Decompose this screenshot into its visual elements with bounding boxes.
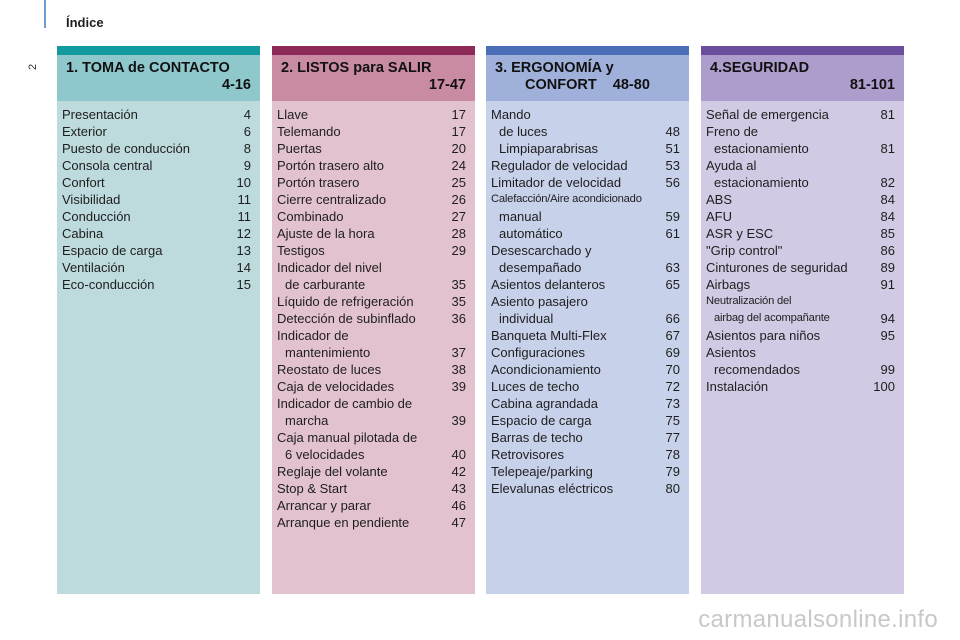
section-heading-pages: 17-47 [428,77,466,93]
toc-entry-line: airbag del acompañante [714,312,830,324]
toc-entry-line: Asientos [706,345,756,360]
toc-entry[interactable] [277,106,466,123]
toc-entry-line: Calefacción/Aire acondicionado [491,193,642,205]
toc-entry-page: 79 [665,464,680,479]
toc-entry-page: 4 [243,107,251,122]
toc-entry-line: Arranque en pendiente [277,515,410,530]
toc-entry[interactable] [491,378,680,395]
toc-entry-line: de carburante [285,277,366,292]
toc-entry[interactable] [491,276,680,293]
toc-entry-label [277,480,347,497]
toc-entry-page: 48 [665,124,680,139]
toc-entry[interactable] [491,242,680,276]
toc-entry[interactable] [706,242,895,259]
toc-entry-label [706,106,829,123]
toc-entry-line: Asientos delanteros [491,277,606,292]
toc-entry-line: Caja manual pilotada de [277,430,418,445]
toc-entry-line: Instalación [706,379,769,394]
toc-entry-line: Indicador de cambio de [277,396,413,411]
toc-entry-line: mantenimiento [285,345,371,360]
toc-entry[interactable] [277,208,466,225]
toc-entry-page: 38 [451,362,466,377]
toc-entry[interactable] [706,378,895,395]
toc-entry[interactable] [706,123,895,157]
toc-entry-line: Espacio de carga [62,243,163,258]
toc-entry-label [62,259,125,276]
toc-entry-page: 43 [451,481,466,496]
toc-entry-line: Asiento pasajero [491,294,588,309]
toc-entry-line: Banqueta Multi-Flex [491,328,607,343]
section-heading[interactable] [486,55,689,101]
toc-entry[interactable] [706,225,895,242]
toc-entry-line: Indicador de [277,328,349,343]
toc-entry[interactable] [277,514,466,531]
toc-entry-page: 10 [236,175,251,190]
toc-entry-page: 82 [880,175,895,190]
toc-entry-line: Portón trasero [277,175,360,190]
toc-entry[interactable] [277,157,466,174]
section-entries [57,101,260,293]
toc-entry-page: 80 [665,481,680,496]
toc-entry-line: Cierre centralizado [277,192,387,207]
toc-entry[interactable] [277,225,466,242]
toc-entry-page: 29 [451,243,466,258]
toc-entry-line: Conducción [62,209,131,224]
toc-entry-label [277,174,359,191]
section-entries [272,101,475,531]
toc-entry-line: Freno de [706,124,759,139]
toc-entry-label [706,293,830,327]
section-heading-title: 2. LISTOS para SALIR [281,60,432,76]
toc-entry-line: Señal de emergencia [706,107,829,122]
toc-entry-label [277,361,381,378]
toc-entry-label [277,395,412,429]
section-column-1 [57,46,260,594]
toc-entry-label [277,191,386,208]
toc-entry-line: estacionamiento [714,175,809,190]
toc-entry-label [491,395,598,412]
toc-entry-page: 37 [451,345,466,360]
toc-entry-line: Telepeaje/parking [491,464,593,479]
toc-entry-label [706,123,809,157]
toc-entry-label [491,208,542,225]
toc-entry[interactable] [491,293,680,327]
toc-entry-label [491,276,605,293]
toc-entry-line: Mando [491,107,531,122]
toc-entry-label [277,157,384,174]
toc-entry-line: Retrovisores [491,447,564,462]
toc-entry-label [706,327,820,344]
toc-entry-page: 77 [665,430,680,445]
toc-entry-label [277,123,341,140]
toc-entry-label [491,361,601,378]
toc-entry[interactable] [491,174,680,191]
toc-entry[interactable] [491,463,680,480]
toc-entry[interactable] [277,378,466,395]
toc-entry-label [491,293,588,327]
toc-entry[interactable] [62,242,251,259]
toc-entry-line: Caja de velocidades [277,379,395,394]
toc-entry-line: Ajuste de la hora [277,226,375,241]
toc-entry-page: 20 [451,141,466,156]
toc-entry-line: Telemando [277,124,341,139]
toc-entry[interactable] [277,293,466,310]
toc-entry-line: Acondicionamiento [491,362,601,377]
toc-entry-page: 39 [451,413,466,428]
toc-entry-line: Limpiaparabrisas [499,141,598,156]
toc-entry-label [706,378,768,395]
toc-entry[interactable] [706,327,895,344]
toc-entry[interactable] [277,480,466,497]
toc-entry-page: 42 [451,464,466,479]
section-heading-title: 4.SEGURIDAD [710,60,810,76]
toc-entry-label [62,242,162,259]
toc-entry-label [491,225,563,242]
section-heading[interactable] [701,55,904,101]
toc-entry[interactable] [277,310,466,327]
toc-entry-line: Ventilación [62,260,125,275]
toc-entry-line: Indicador del nivel [277,260,382,275]
toc-entry-line: desempañado [499,260,582,275]
section-topbar [57,46,260,55]
toc-entry-label [491,242,591,276]
toc-entry-page: 11 [237,209,251,224]
toc-entry-line: Consola central [62,158,153,173]
section-column-3 [486,46,689,594]
toc-entry-line: Cabina agrandada [491,396,598,411]
toc-entry-page: 13 [236,243,251,258]
toc-entry-page: 72 [665,379,680,394]
toc-entry-page: 9 [243,158,251,173]
left-margin-rule [44,0,46,28]
toc-entry-line: 6 velocidades [285,447,365,462]
toc-entry-label [62,276,155,293]
toc-entry[interactable] [706,259,895,276]
toc-entry-label [491,191,642,208]
section-topbar [486,46,689,55]
toc-entry-label [706,276,750,293]
toc-entry-page: 53 [665,158,680,173]
toc-entry-page: 6 [243,124,251,139]
toc-entry-page: 35 [451,277,466,292]
toc-entry-line: Puesto de conducción [62,141,190,156]
toc-entry[interactable] [491,429,680,446]
toc-entry[interactable] [277,497,466,514]
toc-entry-label [706,225,773,242]
toc-entry-line: AFU [706,209,732,224]
toc-entry-label [491,378,579,395]
toc-entry-page: 28 [451,226,466,241]
toc-entry-page: 69 [665,345,680,360]
toc-entry-line: ASR y ESC [706,226,774,241]
toc-entry-page: 91 [880,277,895,292]
toc-entry[interactable] [62,225,251,242]
toc-entry-page: 100 [873,379,895,394]
section-entries [701,101,904,395]
toc-entry-label [62,225,103,242]
toc-entry[interactable] [62,123,251,140]
section-heading-pages: 81-101 [849,77,895,93]
toc-entry[interactable] [491,395,680,412]
toc-entry-line: Confort [62,175,105,190]
toc-entry-label [277,497,371,514]
toc-entry-page: 8 [243,141,251,156]
toc-entry-line: Luces de techo [491,379,580,394]
toc-entry-page: 85 [880,226,895,241]
toc-entry-page: 84 [880,209,895,224]
section-entries [486,101,689,497]
toc-entry[interactable] [62,106,251,123]
toc-entry-line: automático [499,226,563,241]
toc-entry-page: 66 [665,311,680,326]
toc-entry-label [491,157,628,174]
toc-entry-label [491,480,613,497]
toc-entry-line: Configuraciones [491,345,585,360]
toc-entry-line: Cinturones de seguridad [706,260,848,275]
toc-entry[interactable] [277,327,466,361]
toc-entry-label [277,514,409,531]
toc-entry-label [491,327,607,344]
toc-entry-page: 67 [665,328,680,343]
toc-entry-label [491,174,621,191]
watermark-text: carmanualsonline.info [698,606,938,633]
toc-entry-label [277,463,388,480]
toc-entry-line: Neutralización del [706,295,792,307]
toc-entry[interactable] [491,446,680,463]
toc-entry-label [706,259,848,276]
toc-entry[interactable] [491,106,680,140]
toc-entry[interactable] [62,191,251,208]
toc-entry-line: individual [499,311,554,326]
toc-entry[interactable] [277,140,466,157]
toc-entry-line: Portón trasero alto [277,158,384,173]
toc-entry-line: Limitador de velocidad [491,175,622,190]
toc-entry-page: 59 [665,209,680,224]
section-heading[interactable] [272,55,475,101]
toc-entry-page: 25 [451,175,466,190]
toc-entry-label [62,174,105,191]
toc-entry-line: Asientos para niños [706,328,821,343]
toc-entry-page: 89 [880,260,895,275]
toc-entry[interactable] [491,225,680,242]
toc-entry-page: 27 [451,209,466,224]
toc-entry-label [706,157,809,191]
toc-entry[interactable] [491,412,680,429]
toc-entry[interactable] [491,480,680,497]
toc-entry-line: Visibilidad [62,192,121,207]
toc-entry[interactable] [277,429,466,463]
toc-entry-label [491,140,598,157]
toc-entry-label [491,429,583,446]
toc-entry-page: 70 [665,362,680,377]
toc-entry-label [277,106,308,123]
toc-entry[interactable] [62,157,251,174]
toc-entry-label [62,208,131,225]
toc-entry-label [706,344,800,378]
toc-entry-page: 75 [665,413,680,428]
toc-entry-page: 46 [451,498,466,513]
toc-entry[interactable] [706,344,895,378]
toc-entry-line: Cabina [62,226,104,241]
section-topbar [701,46,904,55]
toc-entry-page: 86 [880,243,895,258]
toc-entry[interactable] [706,106,895,123]
toc-entry-label [277,378,394,395]
toc-entry-page: 65 [665,277,680,292]
toc-entry-label [277,242,325,259]
toc-entry-label [277,293,414,310]
toc-entry[interactable] [706,208,895,225]
toc-entry[interactable] [62,208,251,225]
toc-entry-page: 12 [236,226,251,241]
toc-entry-line: Ayuda al [706,158,757,173]
toc-entry-page: 15 [236,277,251,292]
toc-entry[interactable] [277,395,466,429]
toc-entry-line: Airbags [706,277,751,292]
toc-entry-page: 56 [665,175,680,190]
toc-entry[interactable] [62,276,251,293]
toc-entry-label [491,446,564,463]
toc-entry-label [706,242,782,259]
toc-entry[interactable] [491,327,680,344]
toc-entry-label [277,140,322,157]
toc-entry-line: estacionamiento [714,141,809,156]
toc-entry[interactable] [62,174,251,191]
toc-entry[interactable] [62,140,251,157]
toc-entry-line: Elevalunas eléctricos [491,481,614,496]
toc-entry-page: 81 [880,107,895,122]
toc-entry-label [277,225,375,242]
section-topbar [272,46,475,55]
toc-entry-line: Reglaje del volante [277,464,388,479]
toc-entry[interactable] [706,276,895,293]
toc-entry-line: Presentación [62,107,138,122]
toc-entry[interactable] [62,259,251,276]
toc-entry-page: 39 [451,379,466,394]
toc-entry-page: 24 [451,158,466,173]
toc-entry-line: de luces [499,124,548,139]
toc-entry-page: 35 [451,294,466,309]
toc-entry[interactable] [706,191,895,208]
toc-entry-line: Llave [277,107,309,122]
toc-entry-line: Exterior [62,124,107,139]
toc-entry-label [62,106,138,123]
toc-entry[interactable] [277,242,466,259]
toc-entry-label [62,140,190,157]
toc-entry-page: 78 [665,447,680,462]
toc-entry-page: 51 [665,141,680,156]
toc-entry[interactable] [491,157,680,174]
toc-entry-page: 61 [665,226,680,241]
toc-entry-line: Desescarchado y [491,243,592,258]
section-column-4 [701,46,904,594]
toc-entry-label [277,327,370,361]
section-heading-pages: 4-16 [221,77,251,93]
toc-entry-line: Reostato de luces [277,362,382,377]
toc-entry-label [62,123,107,140]
section-heading[interactable] [57,55,260,101]
toc-entry-line: Combinado [277,209,344,224]
toc-entry-page: 11 [237,192,251,207]
toc-entry-line: Arrancar y parar [277,498,371,513]
toc-entry-label [491,463,593,480]
toc-entry[interactable] [491,191,680,208]
toc-entry[interactable] [277,191,466,208]
toc-entry-line: marcha [285,413,329,428]
section-heading-pages: CONFORT 48-80 [525,77,650,93]
toc-entry-page: 94 [880,311,895,326]
toc-entry-line: Líquido de refrigeración [277,294,414,309]
toc-entry-page: 63 [665,260,680,275]
toc-entry[interactable] [491,140,680,157]
page-number: 2 [27,63,39,70]
toc-entry[interactable] [491,208,680,225]
toc-entry-label [62,191,120,208]
toc-entry-page: 17 [451,124,466,139]
toc-entry-line: recomendados [714,362,800,377]
toc-entry-page: 84 [880,192,895,207]
toc-entry-line: Testigos [277,243,325,258]
section-heading-title: 1. TOMA de CONTACTO [66,60,230,76]
toc-entry-label [277,429,417,463]
toc-entry-page: 95 [880,328,895,343]
toc-entry-line: Regulador de velocidad [491,158,628,173]
toc-entry-label [706,191,732,208]
toc-entry-line: Detección de subinflado [277,311,416,326]
toc-entry-label [277,259,382,293]
page-title: Índice [66,15,104,30]
toc-entry-line: Eco-conducción [62,277,155,292]
toc-entry[interactable] [491,361,680,378]
toc-entry-page: 14 [236,260,251,275]
section-column-2 [272,46,475,594]
toc-entry[interactable] [706,293,895,327]
toc-entry-page: 40 [451,447,466,462]
toc-entry[interactable] [277,361,466,378]
toc-entry-label [277,310,416,327]
toc-entry-label [706,208,732,225]
toc-entry-line: manual [499,209,542,224]
toc-entry-label [491,344,585,361]
toc-entry-page: 47 [451,515,466,530]
toc-entry-page: 17 [451,107,466,122]
toc-entry-label [62,157,152,174]
toc-entry[interactable] [277,259,466,293]
toc-entry-line: Stop & Start [277,481,348,496]
toc-entry[interactable] [277,463,466,480]
toc-entry-page: 26 [451,192,466,207]
toc-entry-line: Puertas [277,141,322,156]
toc-entry-page: 36 [451,311,466,326]
toc-entry-label [491,106,547,140]
toc-entry-page: 73 [665,396,680,411]
toc-entry-label [277,208,344,225]
toc-entry-line: ABS [706,192,733,207]
toc-entry-line: Barras de techo [491,430,583,445]
toc-entry-line: Espacio de carga [491,413,592,428]
toc-entry[interactable] [277,174,466,191]
toc-entry-line: "Grip control" [706,243,783,258]
toc-entry-page: 99 [880,362,895,377]
toc-entry[interactable] [491,344,680,361]
section-heading-title: 3. ERGONOMÍA y [495,60,614,76]
toc-entry[interactable] [277,123,466,140]
toc-entry[interactable] [706,157,895,191]
toc-entry-label [491,412,591,429]
toc-entry-page: 81 [880,141,895,156]
